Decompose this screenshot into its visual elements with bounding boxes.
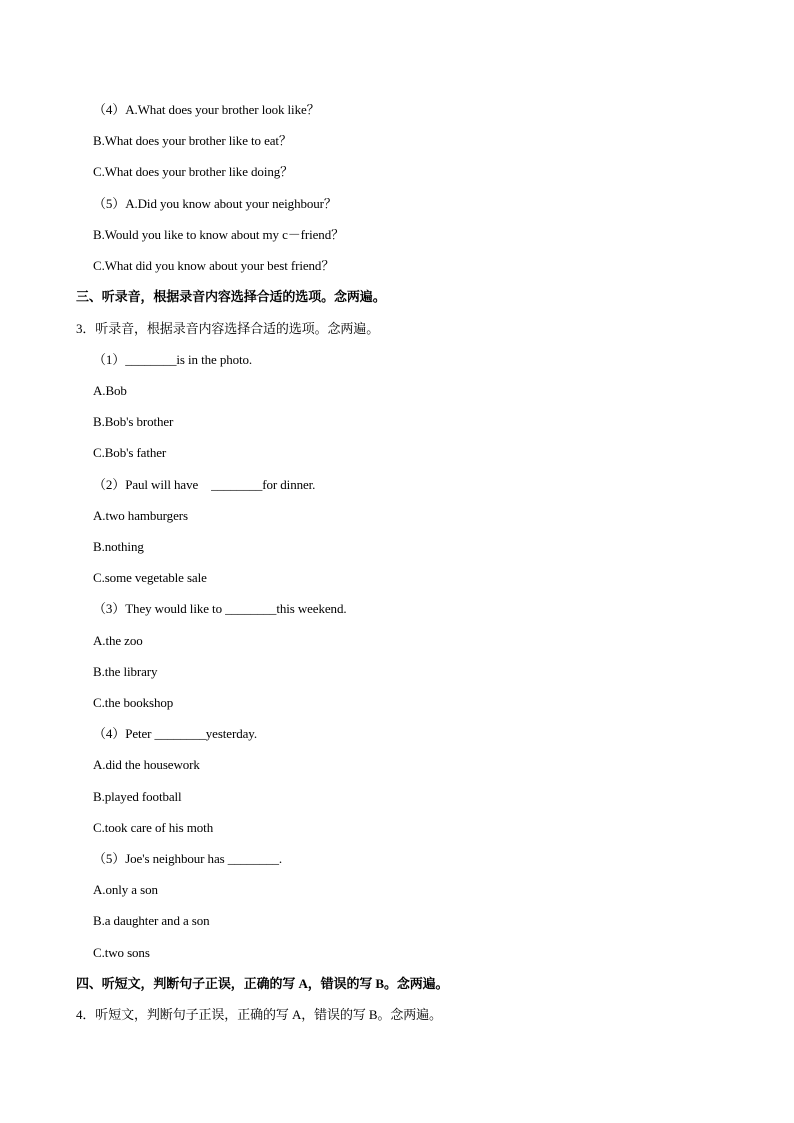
q2-item5-option-b: B.Would you like to know about my c－friend？ bbox=[93, 227, 345, 242]
q3-item4-prompt: （4）Peter ________yesterday. bbox=[93, 726, 257, 741]
q2-item5-option-a: （5）A.Did you know about your neighbour？ bbox=[93, 196, 337, 211]
q3-item1-option-a: A.Bob bbox=[93, 383, 127, 398]
section-4-heading: 四、听短文，判断句子正误，正确的写 A，错误的写 B。念两遍。 bbox=[76, 976, 449, 991]
question-3-instruction: 3．听录音，根据录音内容选择合适的选项。念两遍。 bbox=[76, 321, 380, 336]
q3-item2-option-c: C.some vegetable sale bbox=[93, 570, 207, 585]
q3-item3-prompt: （3）They would like to ________this weekend. bbox=[93, 601, 347, 616]
q3-item5-option-a: A.only a son bbox=[93, 882, 158, 897]
q3-item4-option-c: C.took care of his moth bbox=[93, 820, 214, 835]
q3-item5-option-c: C.two sons bbox=[93, 945, 150, 960]
q2-item4-option-c: C.What does your brother like doing？ bbox=[93, 164, 294, 179]
q3-item5-prompt: （5）Joe's neighbour has ________. bbox=[93, 851, 283, 866]
q3-item1-prompt: （1）________is in the photo. bbox=[93, 352, 253, 367]
q3-item3-option-c: C.the bookshop bbox=[93, 695, 174, 710]
q3-item2-option-a: A.two hamburgers bbox=[93, 508, 188, 523]
q3-item2-option-b: B.nothing bbox=[93, 539, 144, 554]
section-3-heading: 三、听录音，根据录音内容选择合适的选项。念两遍。 bbox=[76, 289, 386, 304]
question-4-instruction: 4．听短文，判断句子正误，正确的写 A，错误的写 B。念两遍。 bbox=[76, 1007, 442, 1022]
q3-item3-option-a: A.the zoo bbox=[93, 633, 143, 648]
q2-item5-option-c: C.What did you know about your best friend？ bbox=[93, 258, 335, 273]
q3-item1-option-b: B.Bob's brother bbox=[93, 414, 174, 429]
q3-item4-option-b: B.played football bbox=[93, 789, 182, 804]
q3-item3-option-b: B.the library bbox=[93, 664, 158, 679]
q2-item4-option-b: B.What does your brother like to eat？ bbox=[93, 133, 292, 148]
q2-item4-option-a: （4）A.What does your brother look like？ bbox=[93, 102, 320, 117]
q3-item2-prompt: （2）Paul will have ________for dinner. bbox=[93, 477, 316, 492]
q3-item4-option-a: A.did the housework bbox=[93, 757, 200, 772]
q3-item1-option-c: C.Bob's father bbox=[93, 445, 167, 460]
q3-item5-option-b: B.a daughter and a son bbox=[93, 913, 210, 928]
